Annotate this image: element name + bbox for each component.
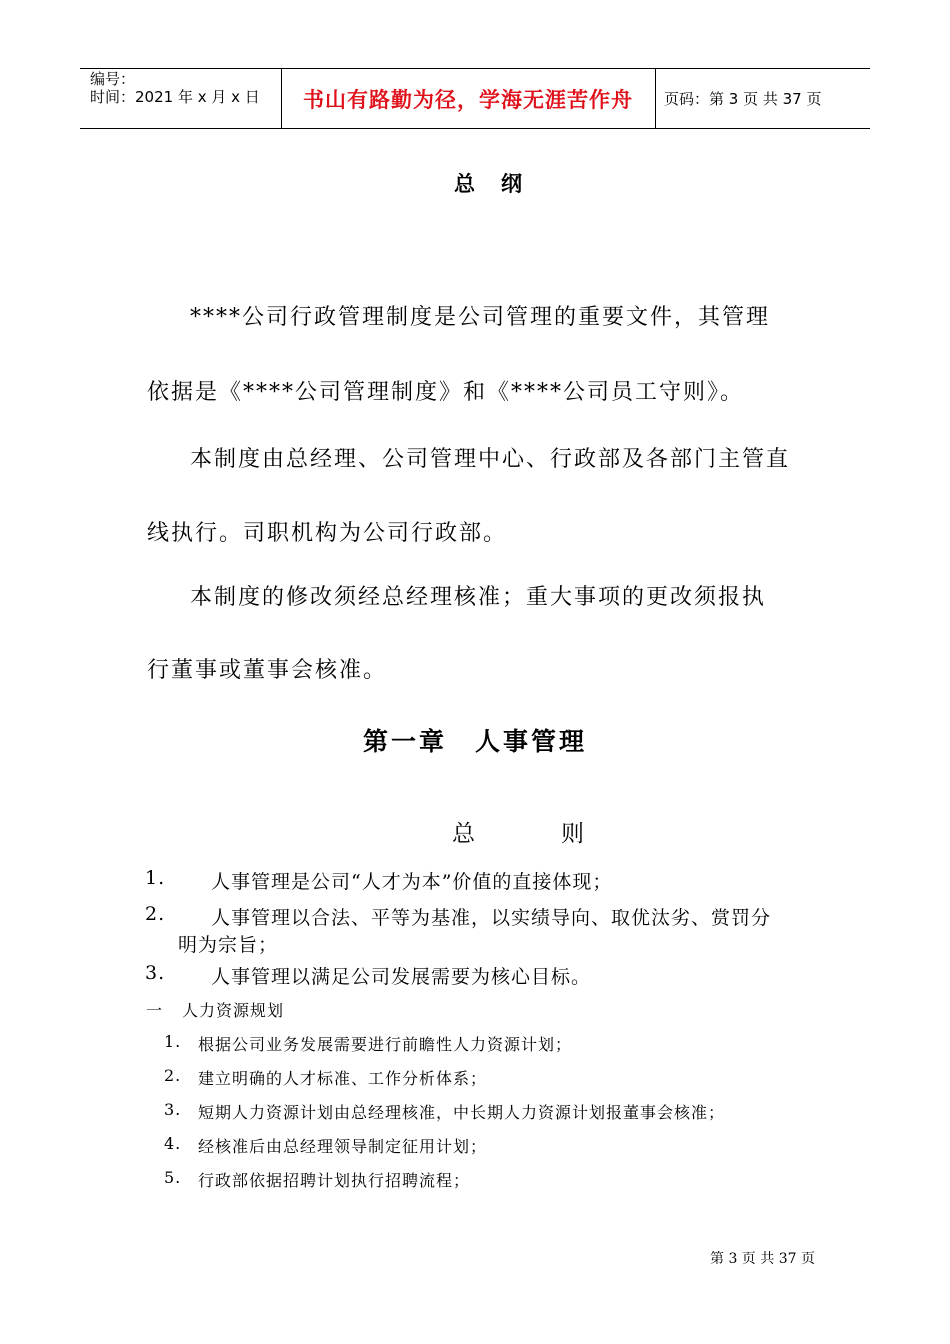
list-item-number: 5. — [164, 1168, 182, 1187]
list-item-number: 3. — [164, 1100, 182, 1119]
list-item-text: 人事管理是公司“人才为本”价值的直接体现； — [211, 871, 613, 893]
section-title: 总则 — [452, 821, 670, 847]
list-item-number: 2. — [164, 1066, 182, 1085]
page-title: 总纲 — [454, 172, 548, 196]
list-item-text: 人事管理以满足公司发展需要为核心目标。 — [211, 966, 592, 988]
paragraph-line: 行董事或董事会核准。 — [147, 658, 388, 683]
header-number-label: 编号： — [90, 70, 136, 88]
header-motto: 书山有路勤为径，学海无涯苦作舟 — [303, 88, 633, 112]
header-top-rule — [80, 68, 870, 69]
list-item-text: 经核准后由总经理领导制定征用计划； — [198, 1137, 488, 1156]
subsection-title: 人力资源规划 — [182, 1001, 285, 1020]
header-divider — [281, 68, 282, 128]
list-item-text: 短期人力资源计划由总经理核准，中长期人力资源计划报董事会核准； — [198, 1103, 726, 1122]
paragraph-line: 线执行。司职机构为公司行政部。 — [147, 521, 508, 546]
list-item-number: 3. — [145, 962, 166, 984]
subsection-number: 一 — [146, 1001, 164, 1020]
list-item-text: 根据公司业务发展需要进行前瞻性人力资源计划； — [198, 1035, 573, 1054]
list-item-number: 1. — [145, 867, 166, 889]
paragraph-line: 本制度的修改须经总经理核准；重大事项的更改须报执 — [190, 585, 767, 610]
header-bottom-rule — [80, 128, 870, 129]
list-item-number: 4. — [164, 1134, 182, 1153]
header-time-label: 时间：2021 年 x 月 x 日 — [90, 88, 260, 106]
header-page-label: 页码：第 3 页 共 37 页 — [664, 90, 822, 108]
paragraph-line: ****公司行政管理制度是公司管理的重要文件，其管理 — [190, 305, 771, 330]
list-item-text: 人事管理以合法、平等为基准，以实绩导向、取优汰劣、赏罚分 — [211, 907, 772, 929]
list-item-number: 1. — [164, 1032, 182, 1051]
chapter-title: 第一章 人事管理 — [362, 727, 587, 756]
list-item-continuation: 明为宗旨； — [178, 934, 279, 956]
paragraph-line: 本制度由总经理、公司管理中心、行政部及各部门主管直 — [190, 447, 791, 472]
list-item-number: 2. — [145, 903, 166, 925]
list-item-text: 行政部依据招聘计划执行招聘流程； — [198, 1171, 471, 1190]
paragraph-line: 依据是《****公司管理制度》和《****公司员工守则》。 — [147, 380, 745, 405]
page-footer: 第 3 页 共 37 页 — [710, 1251, 815, 1267]
list-item-text: 建立明确的人才标准、工作分析体系； — [198, 1069, 488, 1088]
header-divider — [655, 68, 656, 128]
